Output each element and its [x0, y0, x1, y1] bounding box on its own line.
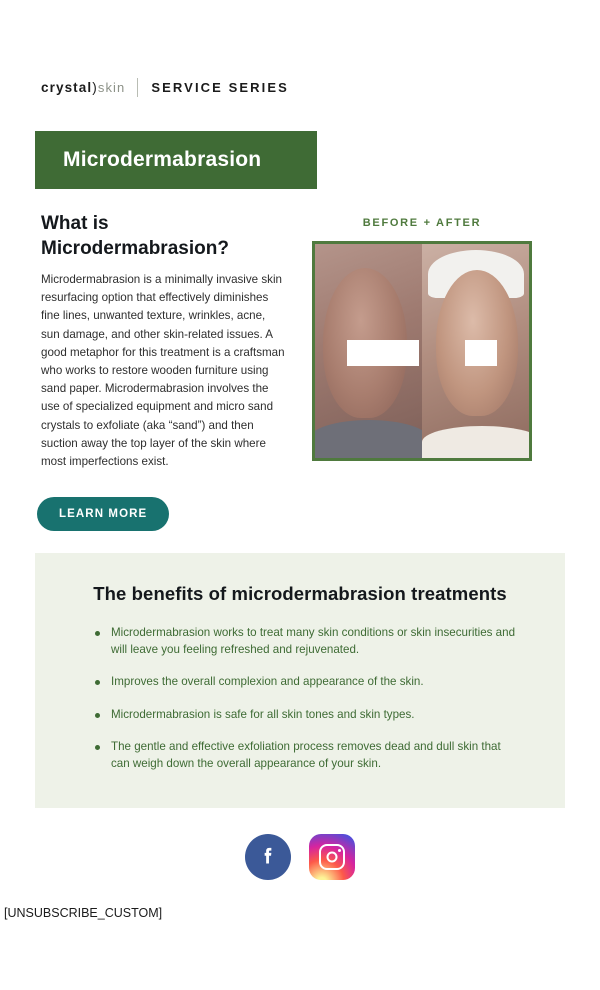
- before-after-image: [312, 241, 532, 461]
- before-after-column: [299, 211, 545, 461]
- benefits-list: [65, 625, 535, 772]
- before-shoulders: [312, 420, 429, 458]
- intro-heading-line1: What is: [41, 213, 109, 234]
- learn-more-button[interactable]: LEARN MORE: [37, 497, 169, 531]
- unsubscribe-link[interactable]: [UNSUBSCRIBE_CUSTOM]: [4, 906, 163, 921]
- list-item: Improves the overall complexion and appearance of the skin.: [111, 674, 517, 691]
- list-item: Microdermabrasion works to treat many skin conditions or skin insecurities and will leave you feeling refreshed and rejuvenated.: [111, 625, 517, 658]
- email-content: [17, 40, 583, 902]
- series-label: SERVICE SERIES: [151, 79, 289, 95]
- instagram-icon[interactable]: [309, 834, 355, 880]
- brand-header: [17, 40, 583, 106]
- logo-crystal-text: crystal: [41, 79, 93, 95]
- page-title: Microdermabrasion: [63, 148, 262, 171]
- top-spacer: [0, 0, 600, 40]
- list-item: The gentle and effective exfoliation process removes dead and dull skin that can weigh down the overall appearance of your skin.: [111, 739, 517, 772]
- header-divider: [137, 78, 138, 97]
- benefits-panel: [35, 553, 565, 808]
- intro-heading: [41, 211, 285, 261]
- intro-section: [17, 189, 583, 471]
- logo-skin-text: skin: [97, 79, 126, 95]
- cta-container: [17, 471, 583, 531]
- list-item: Microdermabrasion is safe for all skin tones and skin types.: [111, 707, 517, 724]
- instagram-glyph: [319, 844, 345, 870]
- facebook-icon[interactable]: [245, 834, 291, 880]
- benefits-heading: The benefits of microdermabrasion treatments: [93, 583, 507, 605]
- intro-text-column: [41, 211, 299, 471]
- footer: [0, 902, 600, 920]
- social-links: [17, 808, 583, 902]
- bottom-spacer: [0, 920, 600, 974]
- intro-paragraph: Microdermabrasion is a minimally invasive skin resurfacing option that effectively diminishes fine lines, unwanted texture, wrinkles, acne, sun damage, and other skin-related issues. A good metaphor for this treatment is a craftsman who works to restore wooden furniture using sand paper. Microdermabrasion involves the use of specialized equipment and micro sand crystals to exfoliate (aka “sand”) and then suction away the top layer of the skin where most imperfections exist.: [41, 273, 285, 469]
- intro-heading-line2: Microdermabrasion?: [41, 238, 229, 259]
- after-shoulders: [422, 426, 532, 458]
- before-after-label: BEFORE + AFTER: [362, 217, 482, 229]
- redaction-bar-right: [465, 340, 497, 366]
- hero-title-block: [35, 131, 317, 189]
- logo-paren: ): [92, 79, 98, 95]
- redaction-bar-left: [347, 340, 419, 366]
